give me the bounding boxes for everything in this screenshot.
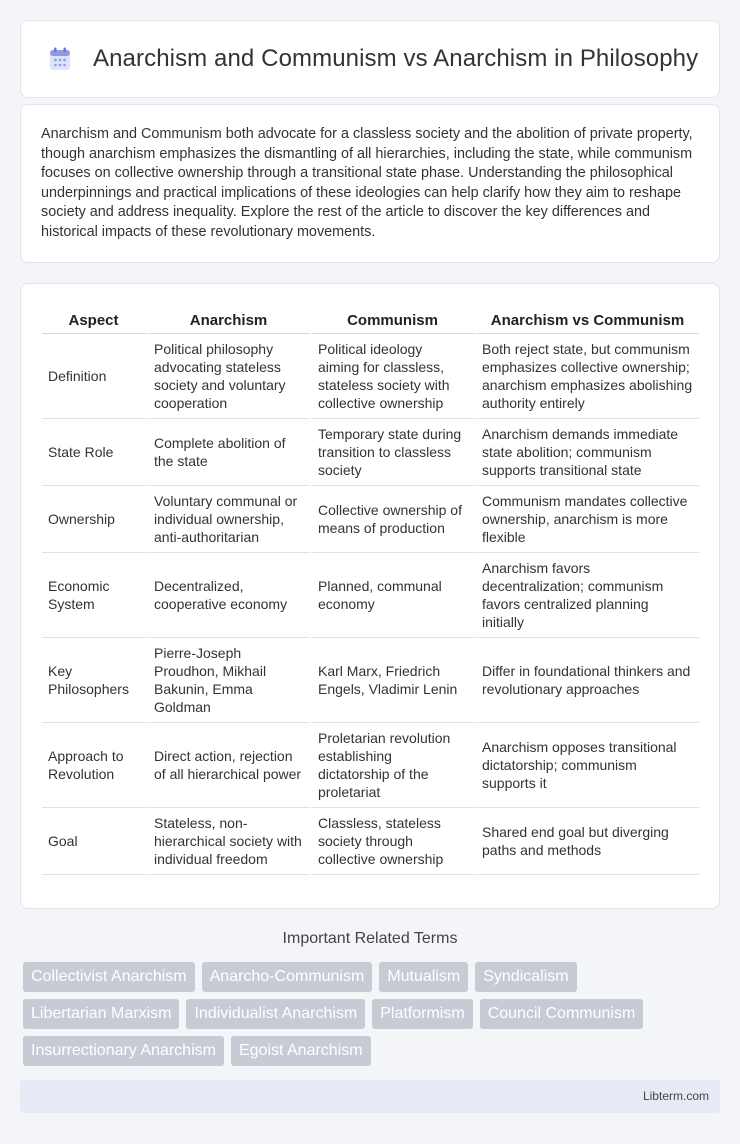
table-row (42, 723, 699, 808)
table-cell: Pierre-Joseph Proudhon, Mikhail Bakunin, Emma Goldman (148, 638, 312, 723)
column-header: Aspect (42, 304, 148, 334)
table-cell: Stateless, non-hierarchical society with individual freedom (148, 808, 312, 875)
table-cell: Complete abolition of the state (148, 419, 312, 486)
related-term-tag[interactable]: Council Communism (480, 999, 644, 1029)
table-cell: Approach to Revolution (42, 723, 148, 808)
table-cell: Key Philosophers (42, 638, 148, 723)
page-title: Anarchism and Communism vs Anarchism in Philosophy (93, 45, 699, 72)
table-cell: Shared end goal but diverging paths and methods (476, 808, 699, 875)
related-terms-title: Important Related Terms (282, 930, 458, 947)
table-cell: Goal (42, 808, 148, 875)
table-cell: Proletarian revolution establishing dictatorship of the proletariat (312, 723, 476, 808)
table-header-row (42, 304, 699, 334)
table-cell: Planned, communal economy (312, 553, 476, 638)
footer-site-link[interactable]: Libterm.com (642, 1089, 709, 1103)
table-cell: Political ideology aiming for classless, stateless society with collective ownership (312, 334, 476, 419)
table-cell: Definition (42, 334, 148, 419)
column-header: Anarchism (148, 304, 312, 334)
table-cell: Direct action, rejection of all hierarchical power (148, 723, 312, 808)
table-cell: Both reject state, but communism emphasizes collective ownership; anarchism emphasizes abolishing authority entirely (476, 334, 699, 419)
related-term-tag[interactable]: Syndicalism (475, 962, 576, 992)
table-cell: Decentralized, cooperative economy (148, 553, 312, 638)
table-cell: Temporary state during transition to classless society (312, 419, 476, 486)
related-term-tag[interactable]: Platformism (372, 999, 472, 1029)
table-cell: Economic System (42, 553, 148, 638)
table-cell: Collective ownership of means of production (312, 486, 476, 553)
intro-card (20, 104, 720, 263)
comparison-table-card (20, 283, 720, 909)
header-card (20, 20, 720, 98)
document-icon (47, 46, 73, 72)
table-row (42, 638, 699, 723)
table-cell: Karl Marx, Friedrich Engels, Vladimir Lenin (312, 638, 476, 723)
table-row (42, 419, 699, 486)
table-row (42, 334, 699, 419)
table-cell: Voluntary communal or individual ownership, anti-authoritarian (148, 486, 312, 553)
related-term-tag[interactable]: Collectivist Anarchism (23, 962, 195, 992)
table-cell: Anarchism opposes transitional dictatorship; communism supports it (476, 723, 699, 808)
column-header: Communism (312, 304, 476, 334)
table-cell: Anarchism demands immediate state abolition; communism supports transitional state (476, 419, 699, 486)
table-cell: Ownership (42, 486, 148, 553)
table-cell: Political philosophy advocating stateless society and voluntary cooperation (148, 334, 312, 419)
related-term-tag[interactable]: Insurrectionary Anarchism (23, 1036, 224, 1066)
table-cell: Anarchism favors decentralization; communism favors centralized planning initially (476, 553, 699, 638)
column-header: Anarchism vs Communism (476, 304, 699, 334)
related-term-tag[interactable]: Libertarian Marxism (23, 999, 179, 1029)
intro-paragraph: Anarchism and Communism both advocate for a classless society and the abolition of private property, though anarchism emphasizes the dismantling of all hierarchies, including the state, while communism focuses on collective ownership through a transitional state phase. Understanding the philosophical underpinnings and practical implications of these ideologies can help clarify how they aim to reshape society and address inequality. Explore the rest of the article to discover the key differences and historical impacts of these revolutionary movements. (41, 126, 693, 240)
table-row (42, 486, 699, 553)
table-cell: Classless, stateless society through collective ownership (312, 808, 476, 875)
related-term-tag[interactable]: Individualist Anarchism (186, 999, 365, 1029)
table-cell: Differ in foundational thinkers and revolutionary approaches (476, 638, 699, 723)
related-terms-list (23, 962, 723, 1073)
table-row (42, 553, 699, 638)
table-row (42, 808, 699, 875)
related-term-tag[interactable]: Anarcho-Communism (202, 962, 373, 992)
table-cell: Communism mandates collective ownership, anarchism is more flexible (476, 486, 699, 553)
footer (20, 1080, 720, 1113)
table-cell: State Role (42, 419, 148, 486)
related-term-tag[interactable]: Egoist Anarchism (231, 1036, 371, 1066)
related-term-tag[interactable]: Mutualism (379, 962, 468, 992)
comparison-table (42, 304, 699, 875)
